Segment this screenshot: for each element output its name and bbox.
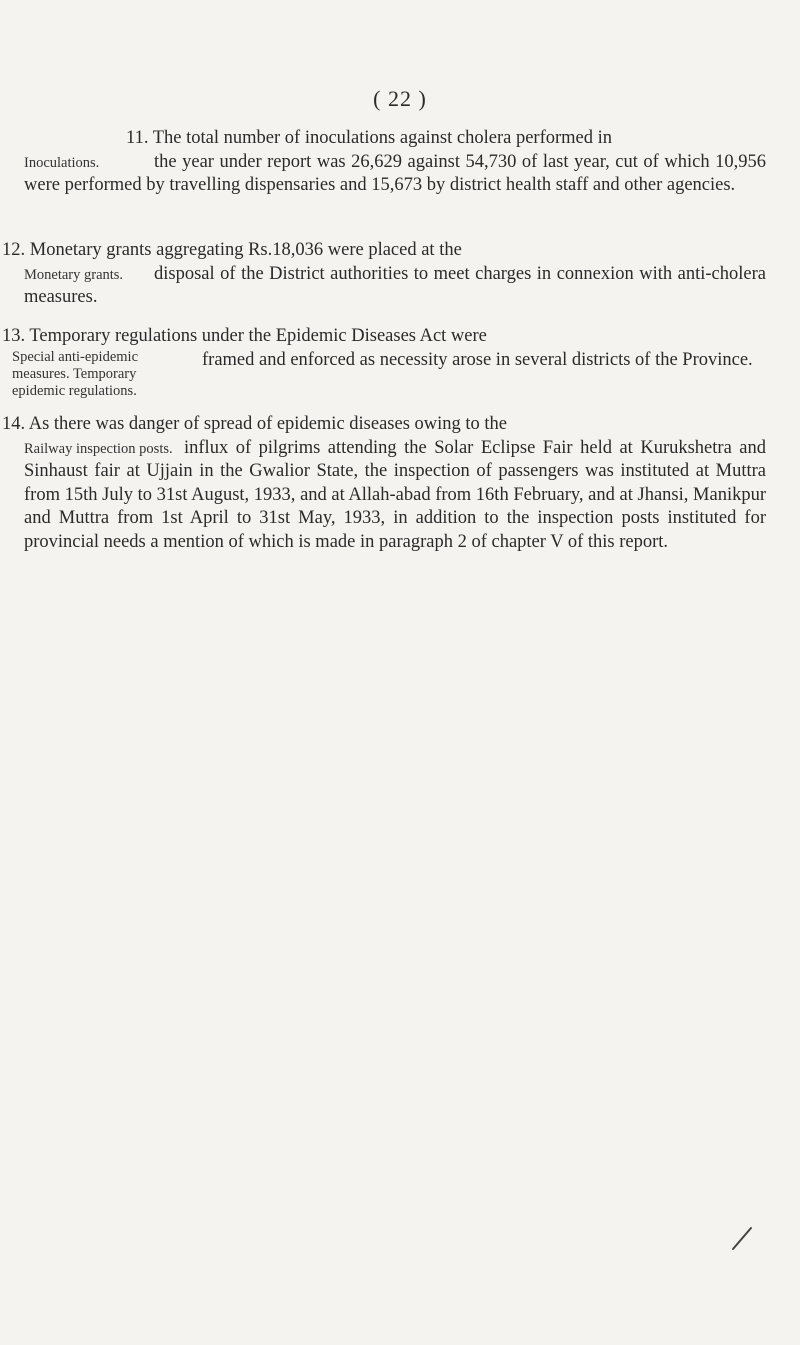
paragraph-lead xyxy=(2,239,766,263)
paragraph-lead xyxy=(2,325,766,349)
paragraph-lead-text: Temporary regulations under the Epidemic Diseases Act were xyxy=(29,326,487,346)
side-note: Railway inspection posts. xyxy=(24,440,173,457)
side-note: Inoculations. xyxy=(24,154,100,171)
paragraph-12 xyxy=(2,239,766,310)
paragraph-number: 11. xyxy=(126,128,149,148)
paragraph-lead-text: As there was danger of spread of epidemic diseases owing to the xyxy=(28,414,508,434)
paragraph-body: framed and enforced as necessity arose in several districts of the Province. xyxy=(202,349,753,370)
paragraph-number: 12. xyxy=(2,240,26,260)
page-number: ( 22 ) xyxy=(373,86,427,111)
paragraph-lead-text: The total number of inoculations against cholera performed in xyxy=(152,128,613,148)
pencil-mark-icon xyxy=(730,1225,754,1251)
paragraph-number: 13. xyxy=(2,326,26,346)
side-note: Monetary grants. xyxy=(24,266,124,283)
side-note: Special anti-epidemic measures. Temporary epidemic regulations. xyxy=(12,348,139,399)
paragraph-lead-text: Monetary grants aggregating Rs.18,036 were placed at the xyxy=(29,240,462,260)
paragraph-body: disposal of the District authorities to meet charges in connexion with anti-cholera measures. xyxy=(24,263,766,307)
paragraph-lead xyxy=(24,127,766,151)
paragraph-14 xyxy=(2,413,766,554)
paragraph-body: influx of pilgrims attending the Solar Eclipse Fair held at Kurukshetra and Sinhaust fair at Ujjain in the Gwalior State, the inspection of passengers was instituted at Muttra from 15th July to 31st August, 1933, and at Allah-abad from 16th February, and at Jhansi, Manikpur and Muttra from 1st April to 31st May, 1933, in addition to the inspection posts instituted for provincial needs a mention of which is made in paragraph 2 of chapter V of this report. xyxy=(24,437,766,552)
paragraph-lead xyxy=(2,413,766,437)
paragraph-body: the year under report was 26,629 against 54,730 of last year, cut of which 10,956 were performed by travelling dispensaries and 15,673 by district health staff and other agencies. xyxy=(24,151,766,195)
paragraph-13 xyxy=(2,325,766,400)
paragraph-number: 14. xyxy=(2,414,26,434)
paragraph-11 xyxy=(24,127,766,198)
